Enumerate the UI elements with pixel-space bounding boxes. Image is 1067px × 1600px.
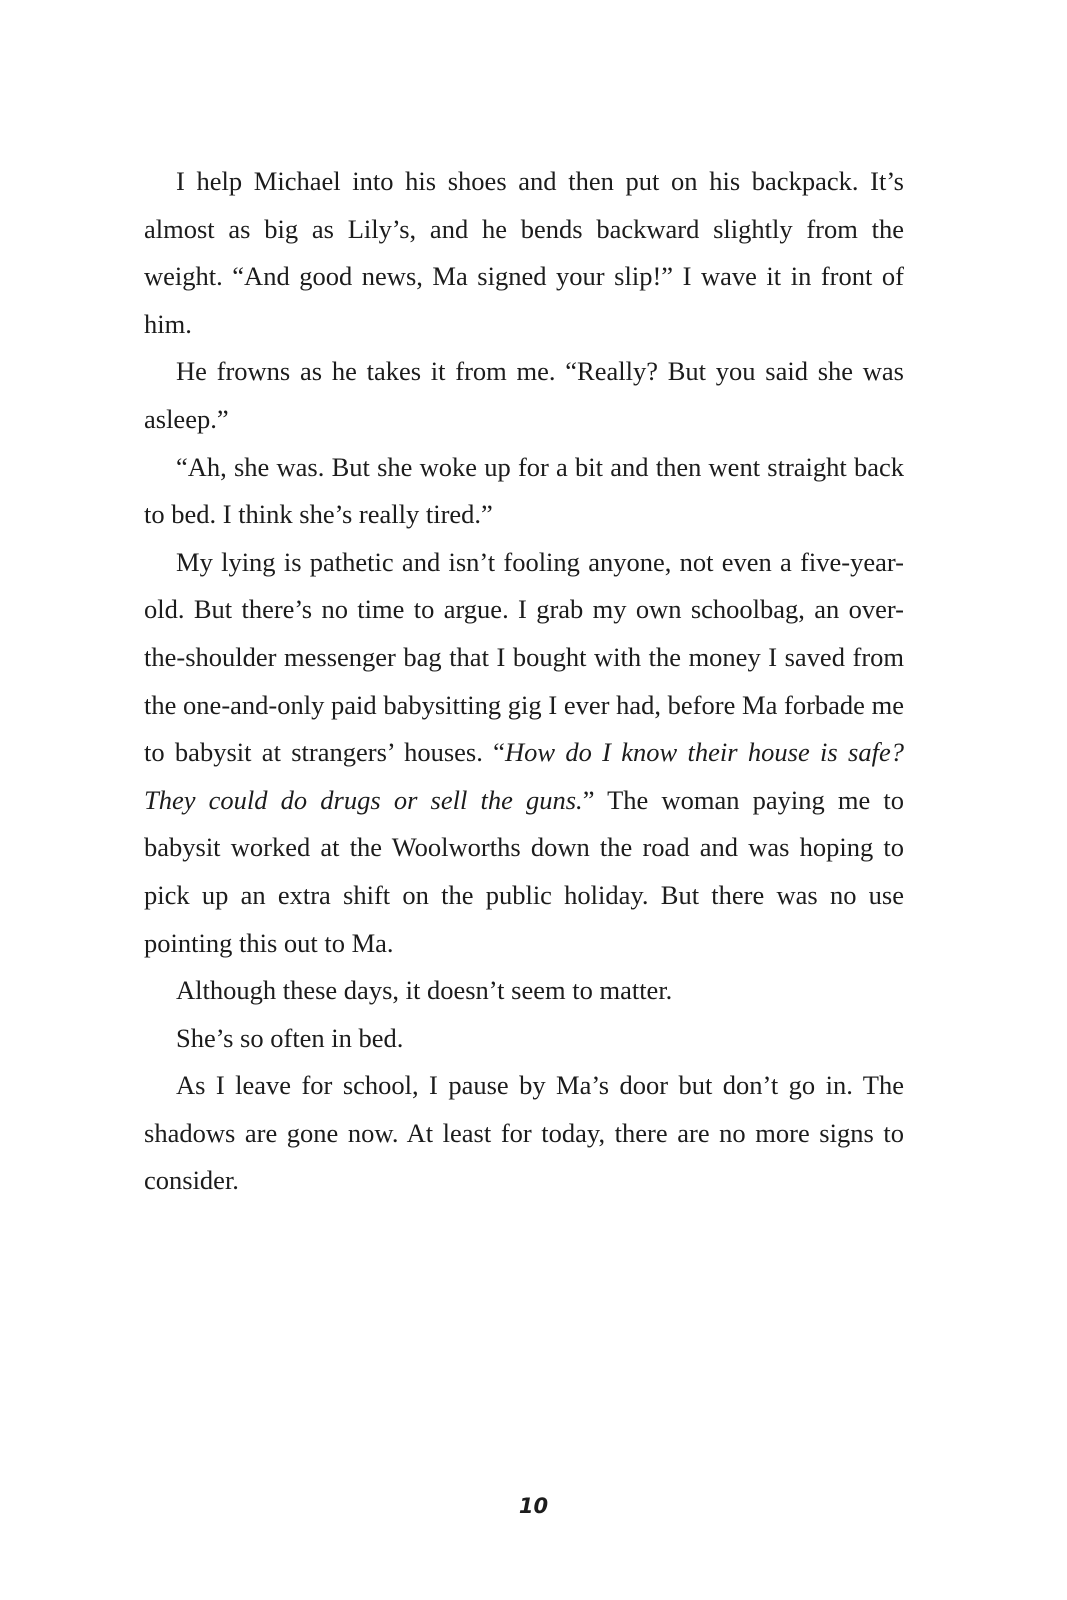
page-body (144, 158, 904, 1205)
paragraph: He frowns as he takes it from me. “Really? But you said she was asleep.” (144, 356, 904, 434)
paragraph: I help Michael into his shoes and then put on his backpack. It’s almost as big as Lily’s, and he bends backward slightly from the weight. “And good news, Ma signed your slip!” I wave it in front of him. (144, 166, 904, 339)
paragraph: Although these days, it doesn’t seem to matter. (176, 975, 673, 1006)
paragraph: She’s so often in bed. (176, 1022, 404, 1053)
italic-quote: How do I know their house is safe? They could do drugs or sell the guns. (144, 737, 904, 815)
paragraph (144, 539, 904, 967)
paragraph-text: My lying is pathetic and isn’t fooling anyone, not even a five-year-old. But there’s no time to argue. I grab my own schoolbag, an over-the-shoulder messenger bag that I bought with the money I saved from the one-and-only paid babysitting gig I ever had, before Ma forbade me to babysit at strangers’ houses. “ (144, 546, 904, 768)
paragraph: As I leave for school, I pause by Ma’s door but don’t go in. The shadows are gone now. At least for today, there are no more signs to consider. (144, 1070, 904, 1196)
paragraph: “Ah, she was. But she woke up for a bit and then went straight back to bed. I think she’s really tired.” (144, 451, 904, 530)
paragraph-text: ” The woman paying me to babysit worked at the Woolworths down the road and was hoping to pick up an extra shift on the public holiday. But there was no use pointing this out to Ma. (144, 784, 905, 958)
page-number: 10 (518, 1494, 549, 1518)
